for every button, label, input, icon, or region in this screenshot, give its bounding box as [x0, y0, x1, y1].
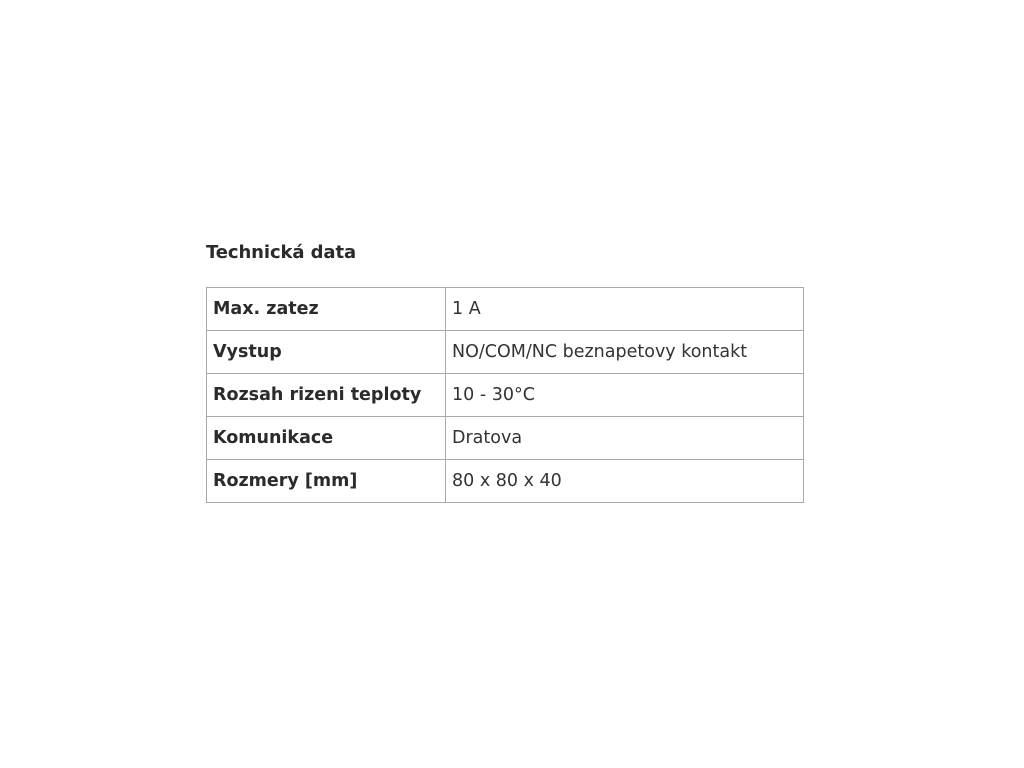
spec-value: 1 A [446, 288, 804, 331]
spec-label: Komunikace [207, 417, 446, 460]
table-row [207, 331, 804, 374]
table-row [207, 374, 804, 417]
table-row [207, 460, 804, 503]
spec-label: Max. zatez [207, 288, 446, 331]
section-title: Technická data [206, 242, 357, 263]
spec-label: Rozsah rizeni teploty [207, 374, 446, 417]
spec-value: NO/COM/NC beznapetovy kontakt [446, 331, 804, 374]
table-row [207, 417, 804, 460]
spec-label: Vystup [207, 331, 446, 374]
table-row [207, 288, 804, 331]
technical-data-section [206, 238, 806, 503]
specs-table [206, 287, 804, 503]
spec-label: Rozmery [mm] [207, 460, 446, 503]
spec-value: 80 x 80 x 40 [446, 460, 804, 503]
spec-value: 10 - 30°C [446, 374, 804, 417]
spec-value: Dratova [446, 417, 804, 460]
